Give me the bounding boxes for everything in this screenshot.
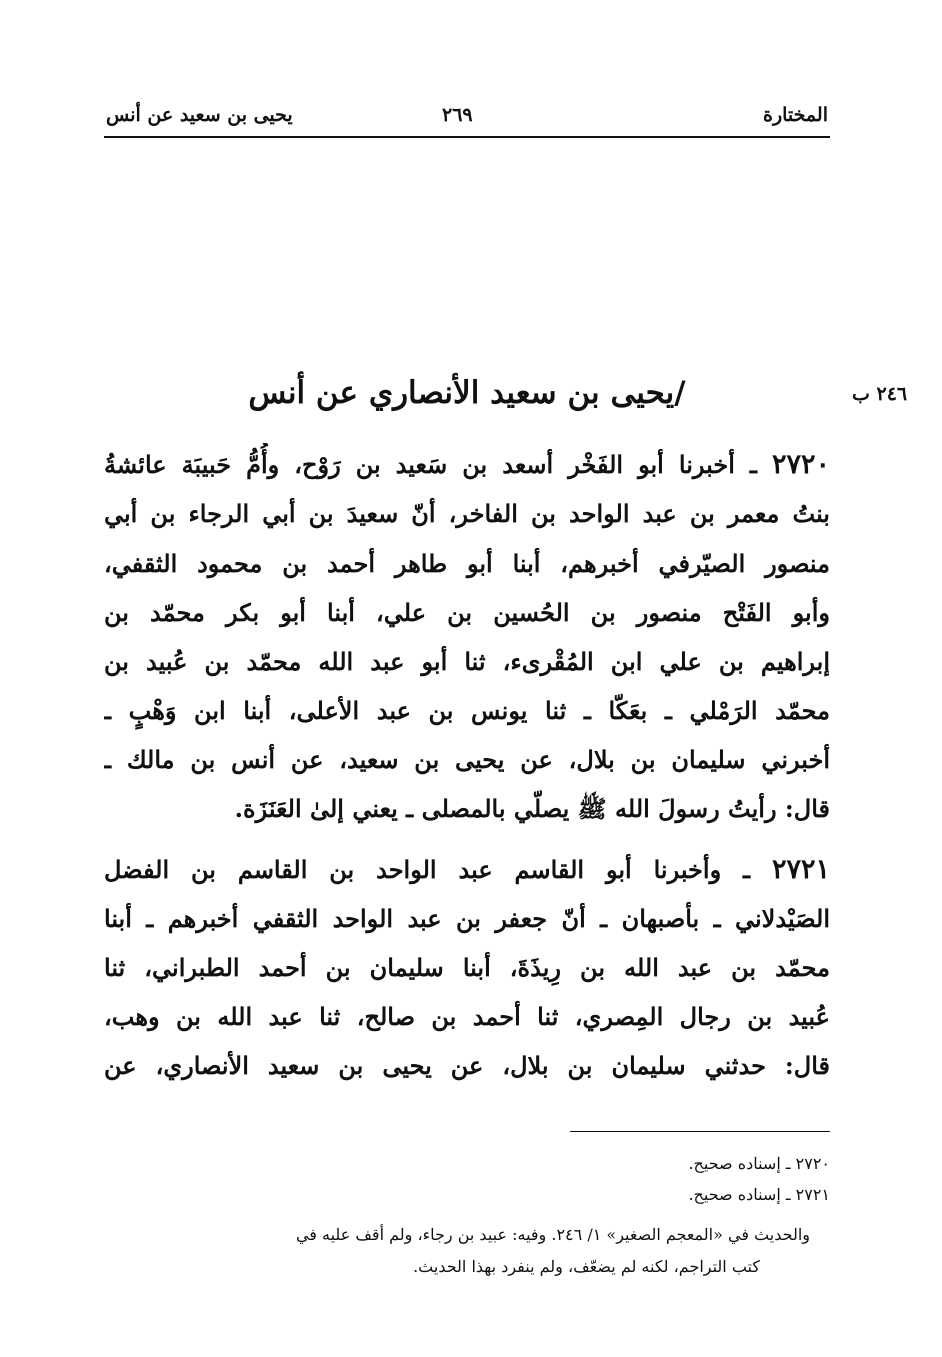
footnote-2721-note-line-1: والحديث في «المعجم الصغير» ١/ ٢٤٦. وفيه: عبيد بن رجاء، ولم أقف عليه في [295, 1225, 810, 1244]
hadith-2720-line-6: محمّد الرَمْلي ـ بعَكّا ـ ثنا يونس بن عبد الأعلى، أبنا ابن وَهْبٍ ـ [104, 696, 830, 725]
hadith-2720-line-3: منصور الصيّرفي أخبرهم، أبنا أبو طاهر أحمد بن محمود الثقفي، [104, 549, 830, 578]
footnote-separator [570, 1131, 830, 1132]
hadith-2720-line-1 [104, 443, 830, 487]
footnote-2720: ٢٧٢٠ ـ إسناده صحيح. [688, 1154, 830, 1173]
running-header [104, 100, 830, 138]
hadith-2720-line-4: وأبو الفَتْح منصور بن الحُسين بن علي، أبنا أبو بكر محمّد بن [104, 598, 830, 627]
footnote-2721-note-line-2: كتب التراجم، لكنه لم يضعّف، ولم ينفرد بهذا الحديث. [413, 1257, 760, 1276]
hadith-2720-line-2: بنتُ معمر بن عبد الواحد بن الفاخر، أنّ سعيدَ بن أبي الرجاء بن أبي [104, 499, 830, 528]
hadith-2720-line-8: قال: رأيتُ رسولَ الله ﷺ يصلّي بالمصلى ـ يعني إلىٰ العَنَزَة. [234, 794, 830, 823]
hadith-2721-line-1-text: ـ وأخبرنا أبو القاسم عبد الواحد بن القاسم بن الفضل [104, 855, 751, 884]
hadith-2721-line-5: قال: حدثني سليمان بن بلال، عن يحيى بن سعيد الأنصاري، عن [104, 1051, 830, 1080]
manuscript-folio-note: ٢٤٦ ب [852, 383, 908, 405]
hadith-2720-number: ٢٧٢٠ [771, 449, 830, 480]
header-chapter-title: يحيى بن سعيد عن أنس [106, 104, 293, 126]
header-book-title: المختارة [763, 104, 828, 126]
section-title: /يحيى بن سعيد الأنصاري عن أنس [248, 375, 686, 411]
hadith-2720-line-5: إبراهيم بن علي ابن المُقْرىء، ثنا أبو عبد الله محمّد بن عُبيد بن [104, 647, 830, 676]
hadith-2721-line-2: الصَيْدلاني ـ بأصبهان ـ أنّ جعفر بن عبد الواحد الثقفي أخبرهم ـ أبنا [104, 904, 830, 933]
page-number: ٢٦٩ [442, 104, 473, 126]
hadith-2721-line-4: عُبيد بن رجال المِصري، ثنا أحمد بن صالح، ثنا عبد الله بن وهب، [104, 1002, 830, 1031]
hadith-2720-line-1-text: ـ أخبرنا أبو الفَخْر أسعد بن سَعيد بن رَوْح، وأُمُّ حَبيبَة عائشةُ [104, 450, 757, 479]
hadith-2721-number: ٢٧٢١ [771, 854, 830, 885]
footnote-2721: ٢٧٢١ ـ إسناده صحيح. [688, 1185, 830, 1204]
hadith-2721-line-3: محمّد بن عبد الله بن رِيذَةَ، أبنا سليمان بن أحمد الطبراني، ثنا [104, 953, 830, 982]
hadith-2720-line-7: أخبرني سليمان بن بلال، عن يحيى بن سعيد، عن أنس بن مالك ـ [104, 745, 830, 774]
hadith-2721-line-1 [104, 848, 830, 892]
